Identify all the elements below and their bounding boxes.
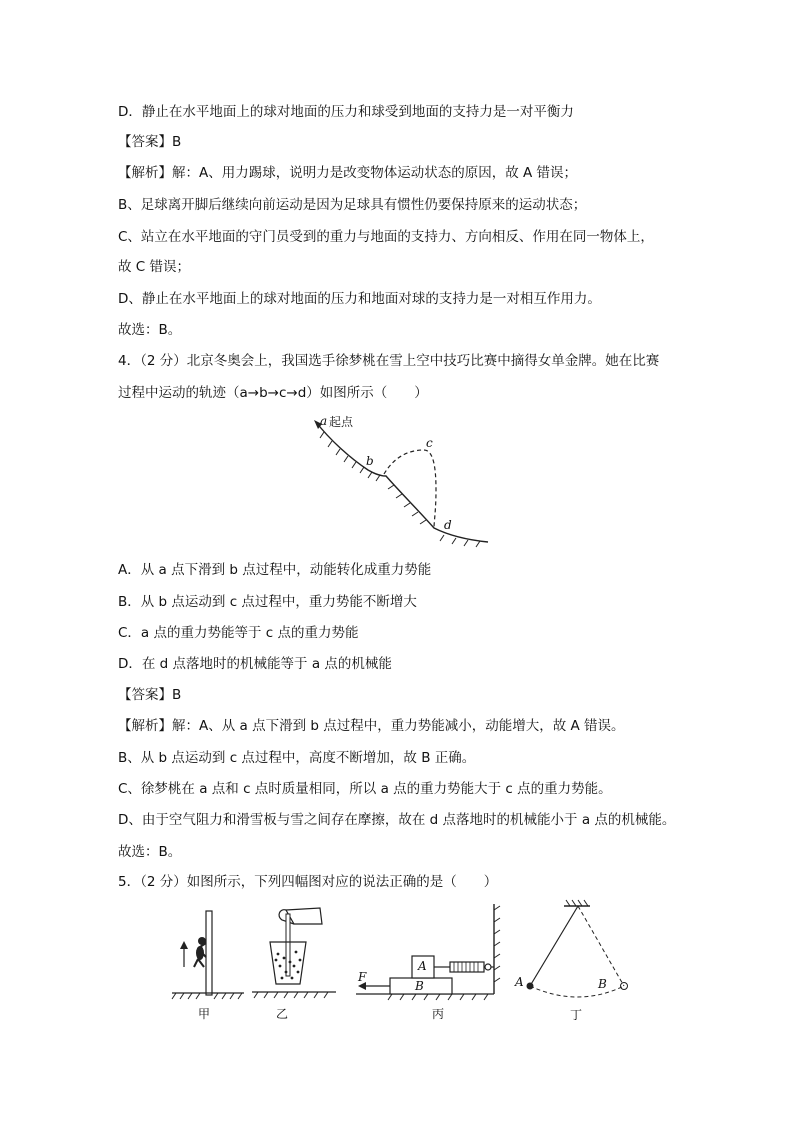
- label-d: d: [444, 518, 452, 532]
- pole: [206, 911, 212, 995]
- q3-analysis-3: C、站立在水平地面的守门员受到的重力与地面的支持力、方向相反、作用在同一物体上，: [118, 229, 654, 245]
- label-block-a: A: [418, 959, 427, 973]
- q4-answer: 【答案】B: [118, 687, 182, 703]
- label-point-a: A: [515, 975, 524, 989]
- fig-ding: [512, 896, 642, 1026]
- label-b: b: [366, 454, 374, 468]
- q4-figure-svg: [300, 410, 500, 550]
- label-block-b: B: [415, 979, 424, 993]
- fig-label-bing: 丙: [432, 1007, 445, 1021]
- spring-scale: [450, 962, 484, 972]
- fig-jia: [168, 905, 248, 1025]
- q4-option-c: C．a 点的重力势能等于 c 点的重力势能: [118, 625, 359, 641]
- fig-bing-svg: [352, 900, 502, 1005]
- q4-stem-line2: 过程中运动的轨迹（a→b→c→d）如图所示（ ）: [118, 385, 428, 401]
- fig-ding-svg: [512, 896, 642, 1006]
- fig-yi-svg: [250, 900, 340, 1005]
- q3-analysis-5: D、静止在水平地面上的球对地面的压力和地面对球的支持力是一对相互作用力。: [118, 291, 601, 307]
- pendulum-bob: [527, 983, 534, 990]
- hand-icon: [286, 908, 322, 924]
- q3-analysis-2: B、足球离开脚后继续向前运动是因为足球具有惯性仍要保持原来的运动状态；: [118, 197, 587, 213]
- pendulum-string-dashed: [578, 906, 624, 986]
- q5-stem: 5．（2 分）如图所示，下列四幅图对应的说法正确的是（ ）: [118, 874, 498, 890]
- fig-yi: [250, 900, 340, 1025]
- q3-analysis-6: 故选：B。: [118, 322, 182, 338]
- q4-analysis-1: 【解析】解：A、从 a 点下滑到 b 点过程中，重力势能减小，动能增大，故 A 错误。: [118, 718, 625, 734]
- flight-trajectory: [384, 450, 436, 528]
- fig-label-jia: 甲: [198, 1007, 211, 1021]
- label-point-b: B: [598, 977, 607, 991]
- q4-option-b: B．从 b 点运动到 c 点过程中，重力势能不断增大: [118, 594, 417, 610]
- q3-answer: 【答案】B: [118, 134, 182, 150]
- q4-option-a: A．从 a 点下滑到 b 点过程中，动能转化成重力势能: [118, 562, 432, 578]
- fig-jia-svg: [168, 905, 248, 1005]
- slope-hatch: [320, 432, 480, 547]
- q3-option-d: D．静止在水平地面上的球对地面的压力和球受到地面的支持力是一对平衡力: [118, 104, 574, 120]
- q3-analysis-1: 【解析】解：A、用力踢球，说明力是改变物体运动状态的原因，故 A 错误；: [118, 165, 578, 181]
- fig-label-yi: 乙: [276, 1007, 289, 1021]
- fig-bing: [352, 900, 502, 1025]
- fig-label-ding: 丁: [570, 1008, 583, 1022]
- label-force-f: F: [358, 970, 367, 984]
- label-start: 起点: [329, 415, 354, 429]
- label-a: a: [320, 414, 328, 428]
- monkey-icon: [194, 937, 206, 967]
- q4-analysis-3: C、徐梦桃在 a 点和 c 点时质量相同，所以 a 点的重力势能大于 c 点的重力势能。: [118, 781, 612, 797]
- slope-surface: [316, 422, 488, 542]
- label-c: c: [426, 436, 433, 450]
- q4-option-d: D．在 d 点落地时的机械能等于 a 点的机械能: [118, 656, 392, 672]
- q4-trajectory-figure: [300, 410, 500, 550]
- up-arrow-icon: [180, 941, 188, 949]
- q4-analysis-4: D、由于空气阻力和滑雪板与雪之间存在摩擦，故在 d 点落地时的机械能小于 a 点的机械能。: [118, 812, 676, 828]
- q3-analysis-4: 故 C 错误；: [118, 259, 191, 275]
- pendulum-string: [530, 906, 578, 986]
- straw: [286, 914, 290, 976]
- q4-stem-line1: 4．（2 分）北京冬奥会上，我国选手徐梦桃在雪上空中技巧比赛中摘得女单金牌。她在比赛: [118, 353, 660, 369]
- q4-analysis-2: B、从 b 点运动到 c 点过程中，高度不断增加，故 B 正确。: [118, 750, 476, 766]
- pendulum-arc: [530, 986, 624, 997]
- q4-analysis-5: 故选：B。: [118, 844, 182, 860]
